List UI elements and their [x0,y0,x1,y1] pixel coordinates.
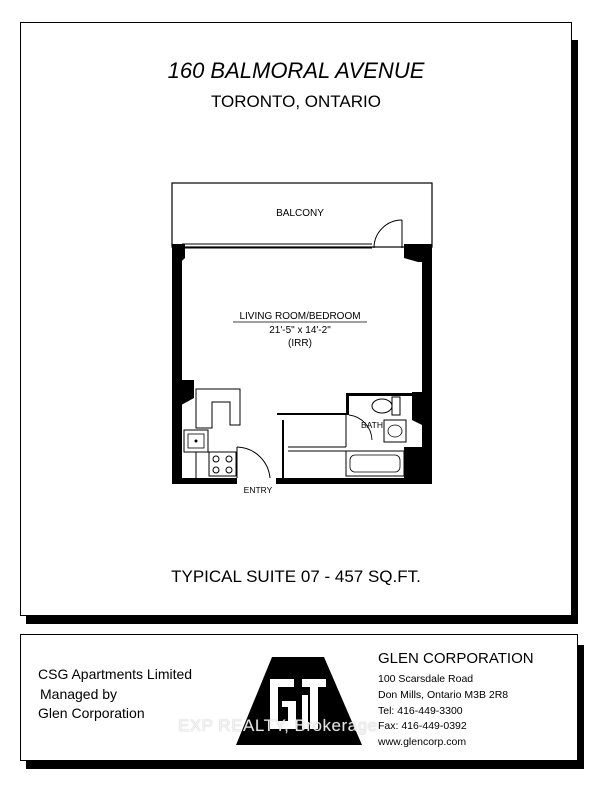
bathroom-vanity [384,420,406,442]
bath-label: BATH [360,420,384,430]
room-dimensions: 21'-5" x 14'-2" [269,325,331,336]
wall-left [172,244,182,483]
room-note: (IRR) [288,338,312,349]
address-line-1: 100 Scarsdale Road [378,673,474,685]
column-top-right [404,244,432,262]
entry-door-swing [237,447,270,478]
phone-number: Tel: 416-449-3300 [378,705,463,717]
suite-caption: TYPICAL SUITE 07 - 457 SQ.FT. [171,567,421,586]
owner-line-3: Glen Corporation [38,705,145,721]
toilet-bowl [372,399,392,413]
watermark: EXP REALTY, Brokerage [178,716,378,735]
building-address: 160 BALMORAL AVENUE [167,58,425,83]
column-right [412,392,432,430]
toilet-tank [392,397,400,415]
room-name: LIVING ROOM/BEDROOM [239,311,361,322]
address-line-2: Don Mills, Ontario M3B 2R8 [378,689,509,701]
column-left [172,380,194,410]
bathroom-wall [346,393,422,396]
website-link[interactable]: www.glencorp.com [378,736,467,748]
entry-label: ENTRY [243,485,273,495]
owner-line-1: CSG Apartments Limited [38,666,193,682]
building-city: TORONTO, ONTARIO [210,92,381,111]
owner-line-2: Managed by [40,686,118,702]
balcony-label: BALCONY [276,208,324,219]
stove [209,452,236,476]
kitchen-counter [196,389,240,428]
fax-number: Fax: 416-449-0392 [378,720,467,732]
wall-right [422,244,432,483]
balcony-door-swing [374,220,402,248]
wall-bottom-right [276,478,432,484]
wall-bottom-left [172,478,237,484]
company-name: GLEN CORPORATION [378,650,534,667]
